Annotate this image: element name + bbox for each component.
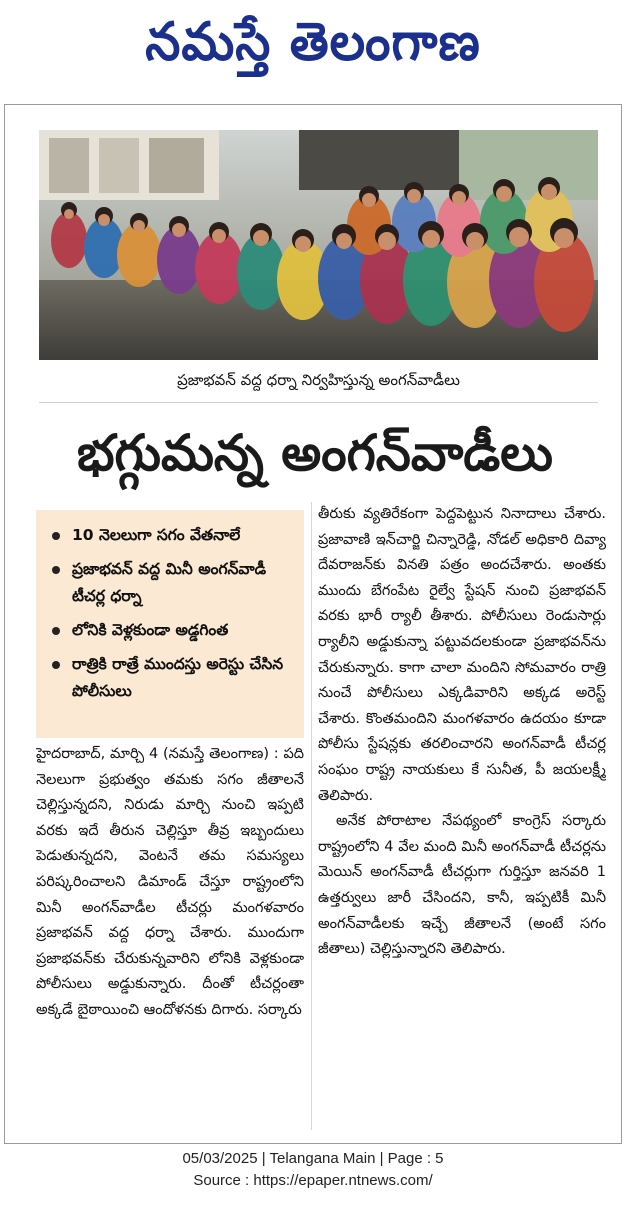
caption-divider — [39, 402, 598, 403]
highlight-item — [50, 556, 296, 610]
bullet-icon — [52, 532, 60, 540]
highlight-item — [50, 617, 296, 644]
column-divider — [311, 502, 312, 1130]
publication-info: 05/03/2025 | Telangana Main | Page : 5 — [182, 1150, 444, 1167]
highlights-box — [36, 510, 304, 738]
photo-caption: ప్రజాభవన్ వద్ద ధర్నా నిర్వహిస్తున్న అంగన్‌వాడీలు — [177, 371, 460, 389]
body-paragraph: తీరుకు వ్యతిరేకంగా పెద్దపెట్టున నినాదాలు చేశారు. ప్రజావాణి ఇన్‌చార్జి చిన్నారెడ్డి, నోడల్ అధికారి దివ్యా దేవరాజన్‌కు వినతి పత్రం అందచేశారు. అంతకు ముందు బేగంపేట రైల్వే స్టేషన్ నుంచి ప్రజాభవన్ వరకు భారీ ర్యాలీ తీశారు. పోలీసులు రెండుసార్లు ర్యాలీని అడ్డుకున్నా పట్టువదలకుండా ప్రజాభవన్‌ను చేరుకున్నారు. కాగా చాలా మందిని సోమవారం రాత్రి నుంచే పోలీసులు ఎక్కడివారిని అక్కడ అరెస్ట్ చేశారు. కొంతమందిని మంగళవారం ఉదయం కూడా పోలీసు స్టేషన్లకు తరలించారని అంగన్‌వాడీ టీచర్ల సంఘం రాష్ట్ర నాయకులు కే సునీత, పీ జయలక్ష్మీ తెలిపారు. — [318, 506, 606, 804]
highlight-text: రాత్రికి రాత్రే ముందస్తు అరెస్టు చేసిన పోలీసులు — [72, 655, 284, 700]
protest-photo-illustration — [39, 130, 598, 360]
body-paragraph: అనేక పోరాటాల నేపథ్యంలో కాంగ్రెస్ సర్కారు రాష్ట్రంలోని 4 వేల మంది మినీ అంగన్‌వాడీ టీచర్లను మెయిన్ అంగన్‌వాడీ టీచర్లుగా గుర్తిస్తూ జనవరి 1 ఉత్తర్వులు జారీ చేసిందని, కానీ, ఇప్పటికీ మినీ అంగన్‌వాడీలకు ఇచ్చే జీతాలనే (అంటే సగం జీతాలు) చెల్లిస్తున్నారని తెలిపారు. — [318, 813, 606, 958]
article-headline: భగ్గుమన్న అంగన్‌వాడీలు — [77, 424, 553, 482]
highlight-text: లోనికి వెళ్లకుండా అడ్డగింత — [72, 621, 229, 639]
bullet-icon — [52, 661, 60, 669]
highlights-list — [50, 522, 296, 705]
body-paragraph: హైదరాబాద్, మార్చి 4 (నమస్తే తెలంగాణ) : పది నెలలుగా ప్రభుత్వం తమకు సగం జీతాలనే చెల్లిస్తున్నదని, నిరుడు మార్చి నుంచి ఇప్పటి వరకు ఇదే తీరున చెల్లిస్తూ తీవ్ర ఇబ్బందులు పెడుతున్నదని, వెంటనే తమ సమస్యలు పరిష్కరించాలని డిమాండ్ చేస్తూ రాష్ట్రంలోని మినీ అంగన్‌వాడీల టీచర్లు మంగళవారం ప్రజాభవన్ వద్ద ధర్నా చేశారు. ముందుగా ప్రజాభవన్‌కు చేరుకున్నవారిని లోనికి వెళ్లకుండా పోలీసులు అడ్డుకున్నారు. దీంతో టీచర్లంతా అక్కడే బైఠాయించి ఆందోళనకు దిగారు. సర్కారు — [36, 746, 304, 1018]
protest-photo — [39, 130, 598, 360]
clipping-footer — [0, 1148, 626, 1192]
highlight-text: 10 నెలలుగా సగం వేతనాలే — [72, 526, 241, 544]
newspaper-logo: నమస్తే తెలంగాణ — [145, 10, 481, 72]
highlight-text: ప్రజాభవన్ వద్ద మినీ అంగన్‌వాడీ టీచర్ల ధర్నా — [72, 560, 267, 605]
article-column-right — [318, 502, 606, 1134]
bullet-icon — [52, 627, 60, 635]
source-link[interactable]: Source : https://epaper.ntnews.com/ — [193, 1172, 433, 1189]
bullet-icon — [52, 566, 60, 574]
highlight-item — [50, 651, 296, 705]
masthead — [0, 0, 626, 96]
highlight-item — [50, 522, 296, 549]
article-column-left — [36, 742, 304, 1114]
